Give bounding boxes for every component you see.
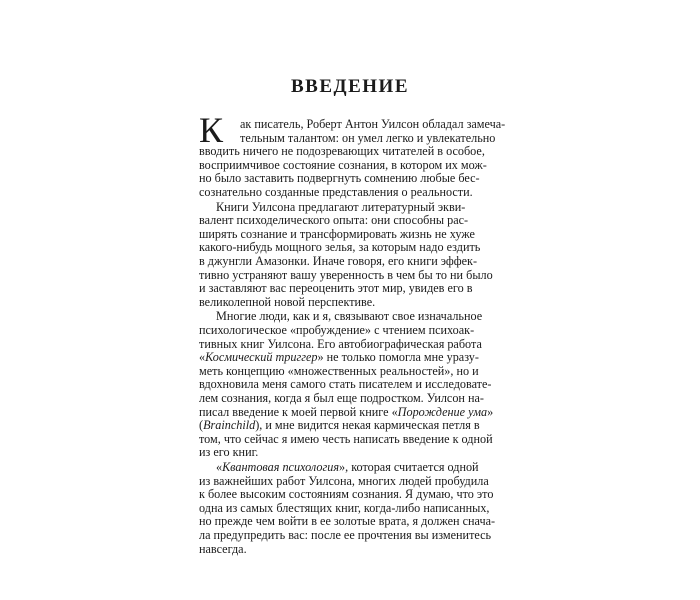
- text-line: восприимчивое состояние сознания, в котором их мож-: [199, 157, 487, 172]
- text-line: «Квантовая психология», которая считается одной: [216, 460, 479, 474]
- text-line: меть концепцию «множественных реальностей», но и: [199, 363, 479, 378]
- text-line: ширять сознание и трансформировать жизнь не хуже: [199, 226, 475, 241]
- text-line: вдохновила меня самого стать писателем и исследовате-: [199, 377, 492, 392]
- text-line: одна из самых блестящих книг, когда-либо написанных,: [199, 500, 490, 515]
- text-line: валент психоделического опыта: они способны рас-: [199, 213, 469, 228]
- text-line: Книги Уилсона предлагают литературный экви-: [216, 199, 466, 214]
- text-line: лем сознания, когда я был еще подростком. Уилсон на-: [199, 391, 484, 405]
- text-line: тельным талантом: он умел легко и увлекательно: [240, 130, 496, 145]
- text-line: писал введение к моей первой книге «Порождение ума»: [199, 404, 494, 419]
- text-line: ак писатель, Роберт Антон Уилсон обладал замеча-: [240, 117, 506, 131]
- text-line: из его книг.: [199, 445, 259, 460]
- italic-title: Космический триггер: [205, 350, 318, 365]
- text-line: но прежде чем войти в ее золотые врата, я должен снача-: [199, 514, 496, 529]
- text-line: тивных книг Уилсона. Его автобиографическая работа: [199, 336, 482, 351]
- text-line: (Brainchild), и мне видится некая кармическая петля в: [199, 418, 480, 433]
- text-line: великолепной новой перспективе.: [199, 294, 376, 309]
- text-line: Многие люди, как и я, связывают свое изначальное: [216, 309, 483, 324]
- text-line: ла предупредить вас: после ее прочтения вы изменитесь: [199, 528, 492, 542]
- italic-title: Порождение ума: [397, 404, 488, 419]
- italic-title: Квантовая психология: [222, 460, 340, 474]
- text-line: но было заставить подвергнуть сомнению любые бес-: [199, 171, 480, 186]
- text-line: какого-нибудь мощного зелья, за которым надо ездить: [199, 240, 481, 255]
- italic-title: Brainchild: [203, 418, 256, 433]
- drop-cap: К: [199, 110, 224, 150]
- text-line: вводить ничего не подозревающих читателей в особое,: [199, 144, 485, 159]
- text-line: психологическое «пробуждение» с чтением психоак-: [199, 323, 475, 337]
- text-line: сознательно созданные представления о реальности.: [199, 185, 473, 199]
- chapter-title: ВВЕДЕНИЕ: [291, 76, 409, 97]
- text-line: навсегда.: [199, 541, 247, 556]
- text-line: тивно устраняют вашу уверенность в чем бы то ни было: [199, 267, 493, 282]
- text-line: и заставляют вас переоценить этот мир, увидев его в: [199, 281, 473, 296]
- text-line: в джунгли Амазонки. Иначе говоря, его книги эффек-: [199, 254, 478, 268]
- text-line: том, что сейчас я имею честь написать введение к одной: [199, 431, 493, 446]
- text-line: «Космический триггер» не только помогла мне уразу-: [199, 350, 479, 365]
- text-line: из важнейших работ Уилсона, многих людей пробудила: [199, 473, 489, 488]
- text-line: к более высоким состояниям сознания. Я думаю, что это: [199, 487, 494, 502]
